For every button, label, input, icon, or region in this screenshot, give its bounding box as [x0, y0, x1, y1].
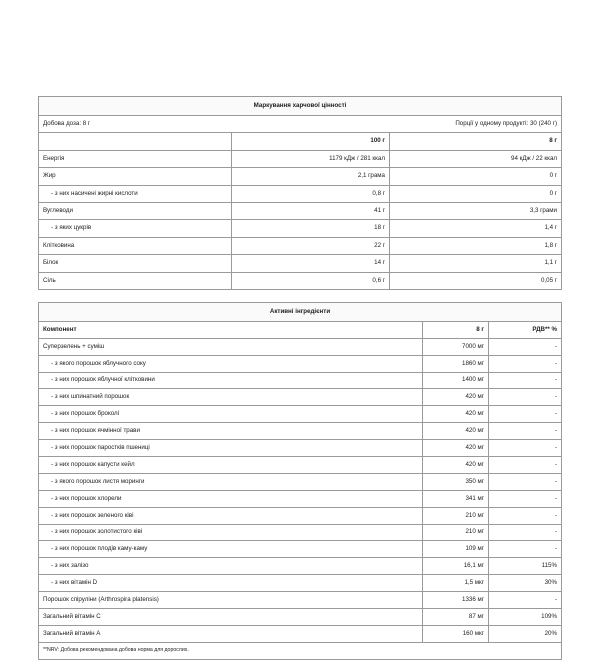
ingredient-name: Порошок спіруліни (Arthrospira platensis) — [39, 592, 423, 609]
ingredient-amount: 1860 мг — [423, 355, 489, 372]
value-8g: 1,1 г — [390, 255, 562, 272]
value-8g: 1,8 г — [390, 237, 562, 254]
ingredient-name: - з них порошок ячмінної трави — [39, 423, 423, 440]
ingredient-rda: 115% — [489, 558, 562, 575]
header-amount-8g: 8 г — [423, 321, 489, 338]
value-8g: 94 кДж / 22 ккал — [390, 150, 562, 167]
ingredient-name: - з них порошок броколі — [39, 406, 423, 423]
ingredient-name: - з них порошок капусти кейл — [39, 457, 423, 474]
table-row — [39, 237, 562, 254]
table-row — [39, 457, 562, 474]
ingredient-rda: - — [489, 592, 562, 609]
ingredient-amount: 420 мг — [423, 406, 489, 423]
ingredient-rda: - — [489, 338, 562, 355]
ingredient-amount: 160 мкг — [423, 625, 489, 642]
ingredient-name: Загальний вітамін С — [39, 609, 423, 626]
ingredient-rda: - — [489, 372, 562, 389]
ingredient-rda: 20% — [489, 625, 562, 642]
value-8g: 0 г — [390, 168, 562, 185]
nutrition-header-row — [39, 133, 562, 150]
header-8g: 8 г — [390, 133, 562, 150]
ingredient-name: - з них шпинатний порошок — [39, 389, 423, 406]
ingredient-amount: 16,1 мг — [423, 558, 489, 575]
ingredients-header-row — [39, 321, 562, 338]
nutrition-title-row — [39, 97, 562, 116]
table-row — [39, 473, 562, 490]
ingredient-rda: - — [489, 541, 562, 558]
ingredient-rda: - — [489, 457, 562, 474]
header-blank — [39, 133, 232, 150]
ingredient-amount: 420 мг — [423, 389, 489, 406]
ingredient-amount: 7000 мг — [423, 338, 489, 355]
nutrient-name: Вуглеводи — [39, 202, 232, 219]
table-row — [39, 541, 562, 558]
ingredient-amount: 1400 мг — [423, 372, 489, 389]
ingredient-rda: - — [489, 524, 562, 541]
ingredient-amount: 420 мг — [423, 457, 489, 474]
ingredient-name: Суперзелень + суміш — [39, 338, 423, 355]
table-row — [39, 625, 562, 642]
nutrient-name: Сіль — [39, 272, 232, 289]
ingredient-amount: 350 мг — [423, 473, 489, 490]
value-8g: 0,05 г — [390, 272, 562, 289]
ingredient-rda: - — [489, 423, 562, 440]
ingredients-title: Активні інгредієнти — [39, 302, 562, 321]
ingredient-rda: - — [489, 507, 562, 524]
ingredient-name: - з них порошок паростків пшениці — [39, 440, 423, 457]
nutrient-name: Енергія — [39, 150, 232, 167]
table-row — [39, 355, 562, 372]
ingredient-amount: 87 мг — [423, 609, 489, 626]
value-100g: 41 г — [232, 202, 390, 219]
value-100g: 0,8 г — [232, 185, 390, 202]
ingredient-name: - з якого порошок яблучного соку — [39, 355, 423, 372]
nutrient-name: - з яких цукрів — [39, 220, 232, 237]
value-100g: 18 г — [232, 220, 390, 237]
ingredient-name: - з них порошок зеленого ківі — [39, 507, 423, 524]
table-row — [39, 220, 562, 237]
nutrient-name: - з них насичені жирні кислоти — [39, 185, 232, 202]
ingredient-name: - з якого порошок листя моринги — [39, 473, 423, 490]
ingredient-name: - з них порошок плодів каму-каму — [39, 541, 423, 558]
value-100g: 22 г — [232, 237, 390, 254]
table-row — [39, 150, 562, 167]
table-row — [39, 524, 562, 541]
nutrition-label-sheet — [38, 96, 561, 660]
nutrient-name: Клітковина — [39, 237, 232, 254]
table-row — [39, 372, 562, 389]
ingredient-name: - з них порошок яблучної клітковини — [39, 372, 423, 389]
ingredient-amount: 210 мг — [423, 507, 489, 524]
ingredient-rda: - — [489, 389, 562, 406]
ingredient-name: - з них порошок золотистого ківі — [39, 524, 423, 541]
header-component: Компонент — [39, 321, 423, 338]
table-row — [39, 255, 562, 272]
nutrition-table — [38, 96, 562, 290]
ingredient-amount: 420 мг — [423, 423, 489, 440]
table-row — [39, 406, 562, 423]
ingredient-name: - з них вітамін D — [39, 575, 423, 592]
value-8g: 3,3 грами — [390, 202, 562, 219]
header-rda: РДВ** % — [489, 321, 562, 338]
ingredient-rda: - — [489, 473, 562, 490]
table-row — [39, 389, 562, 406]
ingredient-amount: 210 мг — [423, 524, 489, 541]
nutrient-name: Білок — [39, 255, 232, 272]
header-100g: 100 г — [232, 133, 390, 150]
ingredient-amount: 1336 мг — [423, 592, 489, 609]
table-row — [39, 338, 562, 355]
daily-dose-label: Добова доза: 8 г — [39, 116, 232, 133]
value-100g: 2,1 грама — [232, 168, 390, 185]
ingredient-amount: 341 мг — [423, 490, 489, 507]
table-row — [39, 507, 562, 524]
table-row — [39, 168, 562, 185]
value-100g: 14 г — [232, 255, 390, 272]
table-gap — [38, 290, 561, 302]
ingredients-table — [38, 302, 562, 660]
servings-label: Порції у одному продукті: 30 (240 г) — [232, 116, 562, 133]
ingredient-name: - з них порошок хлорели — [39, 490, 423, 507]
dose-row — [39, 116, 562, 133]
ingredient-amount: 1,5 мкг — [423, 575, 489, 592]
table-row — [39, 592, 562, 609]
value-8g: 0 г — [390, 185, 562, 202]
ingredient-amount: 420 мг — [423, 440, 489, 457]
ingredient-rda: - — [489, 355, 562, 372]
table-row — [39, 575, 562, 592]
ingredients-title-row — [39, 302, 562, 321]
table-row — [39, 609, 562, 626]
ingredient-rda: 109% — [489, 609, 562, 626]
table-row — [39, 558, 562, 575]
ingredient-rda: 30% — [489, 575, 562, 592]
table-row — [39, 202, 562, 219]
nutrient-name: Жир — [39, 168, 232, 185]
ingredient-rda: - — [489, 406, 562, 423]
table-row — [39, 272, 562, 289]
footnote: **NRV: Добова рекомендована добова норма для дорослих. — [39, 642, 562, 659]
table-row — [39, 490, 562, 507]
footnote-row — [39, 642, 562, 659]
ingredient-rda: - — [489, 490, 562, 507]
table-row — [39, 185, 562, 202]
value-100g: 1179 кДж / 281 ккал — [232, 150, 390, 167]
table-row — [39, 440, 562, 457]
value-8g: 1,4 г — [390, 220, 562, 237]
ingredient-amount: 109 мг — [423, 541, 489, 558]
ingredient-name: Загальний вітамін А — [39, 625, 423, 642]
ingredient-name: - з них залізо — [39, 558, 423, 575]
nutrition-title: Маркування харчової цінності — [39, 97, 562, 116]
ingredient-rda: - — [489, 440, 562, 457]
table-row — [39, 423, 562, 440]
value-100g: 0,6 г — [232, 272, 390, 289]
